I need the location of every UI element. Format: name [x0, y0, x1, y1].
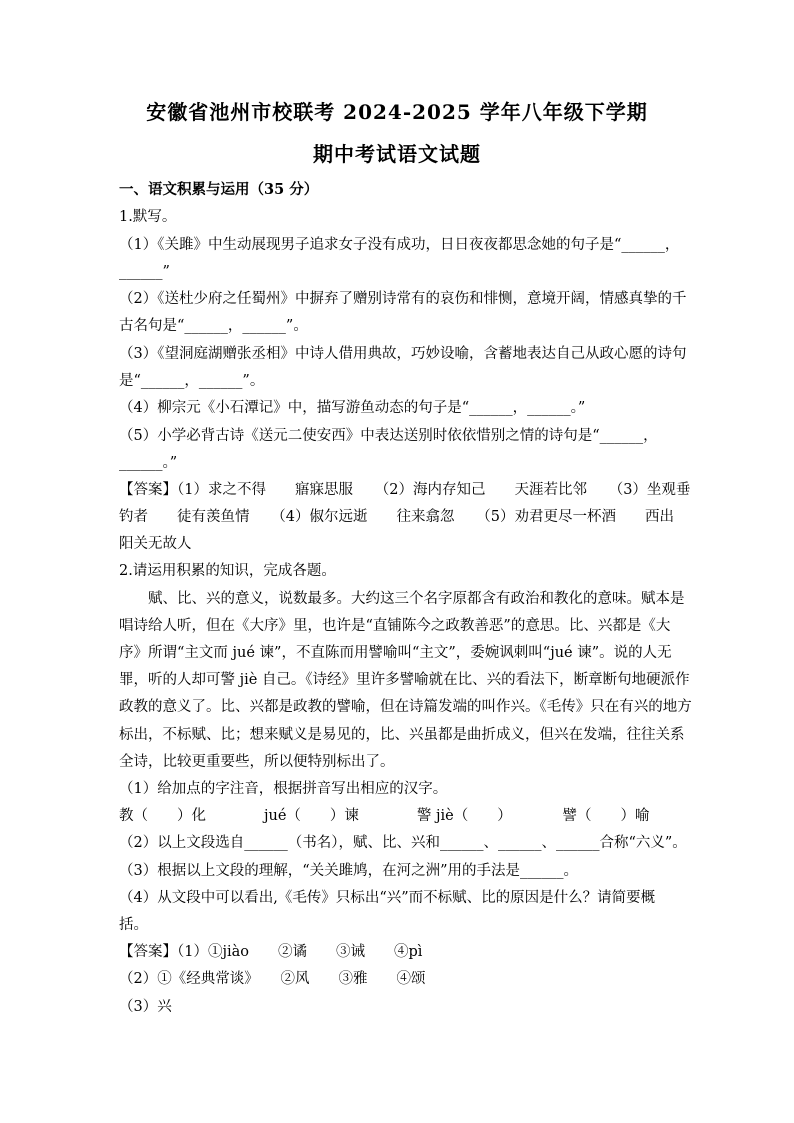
passage-line: 赋、比、兴的意义，说数最多。大约这三个名字原都含有政治和教化的意味。赋本是	[148, 591, 685, 607]
answer-text: 钓者 徒有羡鱼情 （4）俶尔远逝 往来翕忽 （5）劝君更尽一杯酒 西出	[119, 509, 674, 525]
question-text: （2）《送杜少府之任蜀州》中摒弃了赠别诗常有的哀伤和悱恻，意境开阔，情感真挚的千	[119, 291, 687, 307]
passage-line: 罪，听的人却可警 jiè 自己。《诗经》里许多譬喻就在比、兴的看法下，断章断句地硬派作	[119, 672, 690, 688]
document-title: 安徽省池州市校联考 2024-2025 学年八年级下学期	[146, 100, 648, 124]
answer-text: 阳关无故人	[119, 536, 192, 552]
answer-text: 【答案】（1）①jiào ②谲 ③诫 ④pì	[119, 944, 423, 960]
question-text: （1）《关雎》中生动展现男子追求女子没有成功，日日夜夜都思念她的句子是“______，	[119, 237, 680, 253]
passage-line: 全诗，比较更重要些，所以便特别标出了。	[119, 754, 395, 770]
question-text: （3）《望洞庭湖赠张丞相》中诗人借用典故，巧妙设喻，含蓄地表达自己从政心愿的诗句	[119, 346, 687, 362]
document-subtitle: 期中考试语文试题	[313, 142, 481, 166]
passage-line: 政教的意义了。比、兴都是政教的譬喻，但在诗篇发端的叫作兴。《毛传》只在有兴的地方	[119, 699, 692, 715]
answer-text: （3）兴	[119, 999, 172, 1015]
section-heading: 一、语文积累与运用（35 分）	[119, 181, 319, 198]
question-text: （3）根据以上文段的理解，“关关雎鸠，在河之洲”用的手法是______。	[119, 863, 579, 879]
question-text: ______。”	[119, 455, 178, 471]
question-text: （5）小学必背古诗《送元二使安西》中表达送别时依依惜别之情的诗句是“______，	[119, 428, 658, 444]
question-text: （4）柳宗元《小石潭记》中，描写游鱼动态的句子是“______，______。”	[119, 400, 586, 416]
question-text: （2）以上文段选自______（书名），赋、比、兴和______、______、______合称“六义”。	[119, 835, 687, 851]
question-text: ______”	[119, 264, 170, 280]
question-text: （4）从文段中可以看出,《毛传》只标出“兴”而不标赋、比的原因是什么？请简要概	[119, 890, 656, 906]
answer-text: 【答案】（1）求之不得 寤寐思服 （2）海内存知己 天涯若比邻 （3）坐观垂	[119, 482, 691, 498]
question-text: 是“______，______”。	[119, 373, 265, 389]
question-text: 括。	[119, 917, 148, 933]
passage-line: 标出，不标赋、比；想来赋义是易见的，比、兴虽都是曲折成义，但兴在发端，往往关系	[119, 727, 685, 743]
passage-line: 序》所谓“主文而 jué 谏”，不直陈而用譬喻叫“主文”，委婉讽刺叫“jué 谏”。说的人无	[119, 645, 672, 661]
passage-line: 唱诗给人听，但在《大序》里，也许是“直铺陈今之政教善恶”的意思。比、兴都是《大	[119, 618, 671, 634]
answer-text: （2）①《经典常谈》 ②风 ③雅 ④颂	[119, 971, 426, 987]
question-text: 教（ ）化 jué（ ）谏 警 jiè（ ） 譬（ ）喻	[119, 808, 650, 824]
question-text: （1）给加点的字注音，根据拼音写出相应的汉字。	[119, 781, 448, 797]
question-text: 古名句是“______，______”。	[119, 318, 308, 334]
question-label: 2.请运用积累的知识，完成各题。	[119, 563, 336, 579]
question-label: 1.默写。	[119, 209, 177, 225]
